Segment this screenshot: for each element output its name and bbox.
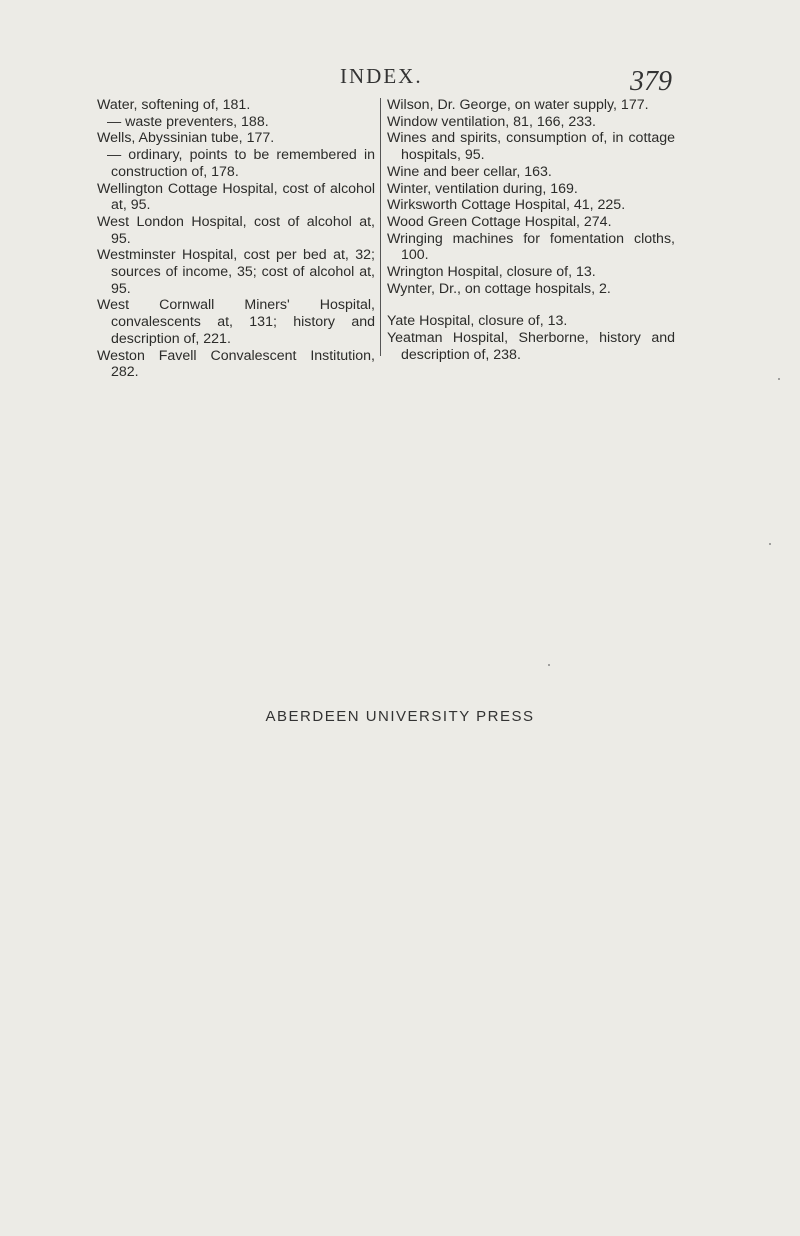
paper-speck [769,543,771,545]
index-entry: Wringing machines for fomentation cloths, 100. [387,230,675,264]
index-entry: West Cornwall Miners' Hospital, convalescents at, 131; history and description of, 221. [97,297,375,347]
index-entry: Wells, Abyssinian tube, 177. [97,130,275,147]
index-entry: Winter, ventilation during, 169. [387,180,578,197]
index-entry: Wine and beer cellar, 163. [387,163,552,180]
index-entry: Westminster Hospital, cost per bed at, 32; sources of income, 35; cost of alcohol at, 95. [97,247,375,297]
index-entry: Wrington Hospital, closure of, 13. [387,264,596,281]
index-entry: Wirksworth Cottage Hospital, 41, 225. [387,197,626,214]
index-entry: Window ventilation, 81, 166, 233. [387,113,597,130]
index-entry: West London Hospital, cost of alcohol at, 95. [97,213,375,247]
printer-imprint: ABERDEEN UNIVERSITY PRESS [265,708,535,725]
index-entry: Wellington Cottage Hospital, cost of alcohol at, 95. [97,180,375,214]
index-entry: Weston Favell Convalescent Institution, 282. [97,347,375,381]
index-subentry: — waste preventers, 188. [107,113,269,130]
index-entry: Wilson, Dr. George, on water supply, 177. [387,97,649,113]
paper-speck [778,378,780,380]
index-entry: Wood Green Cottage Hospital, 274. [387,213,612,230]
index-subentry: — ordinary, points to be remembered in construction of, 178. [107,147,375,180]
paper-speck [548,664,550,666]
column-divider [380,98,381,356]
page-number: 379 [630,66,672,97]
index-entry: Yeatman Hospital, Sherborne, history and description of, 238. [387,330,675,363]
index-entry: Wynter, Dr., on cottage hospitals, 2. [387,280,611,297]
index-entry: Water, softening of, 181. [97,97,251,113]
index-entry: Wines and spirits, consumption of, in cottage hospitals, 95. [387,130,675,164]
running-header: INDEX. [340,64,423,88]
index-column-left [97,97,375,381]
index-column-right [387,97,675,364]
index-entry: Yate Hospital, closure of, 13. [387,313,568,330]
